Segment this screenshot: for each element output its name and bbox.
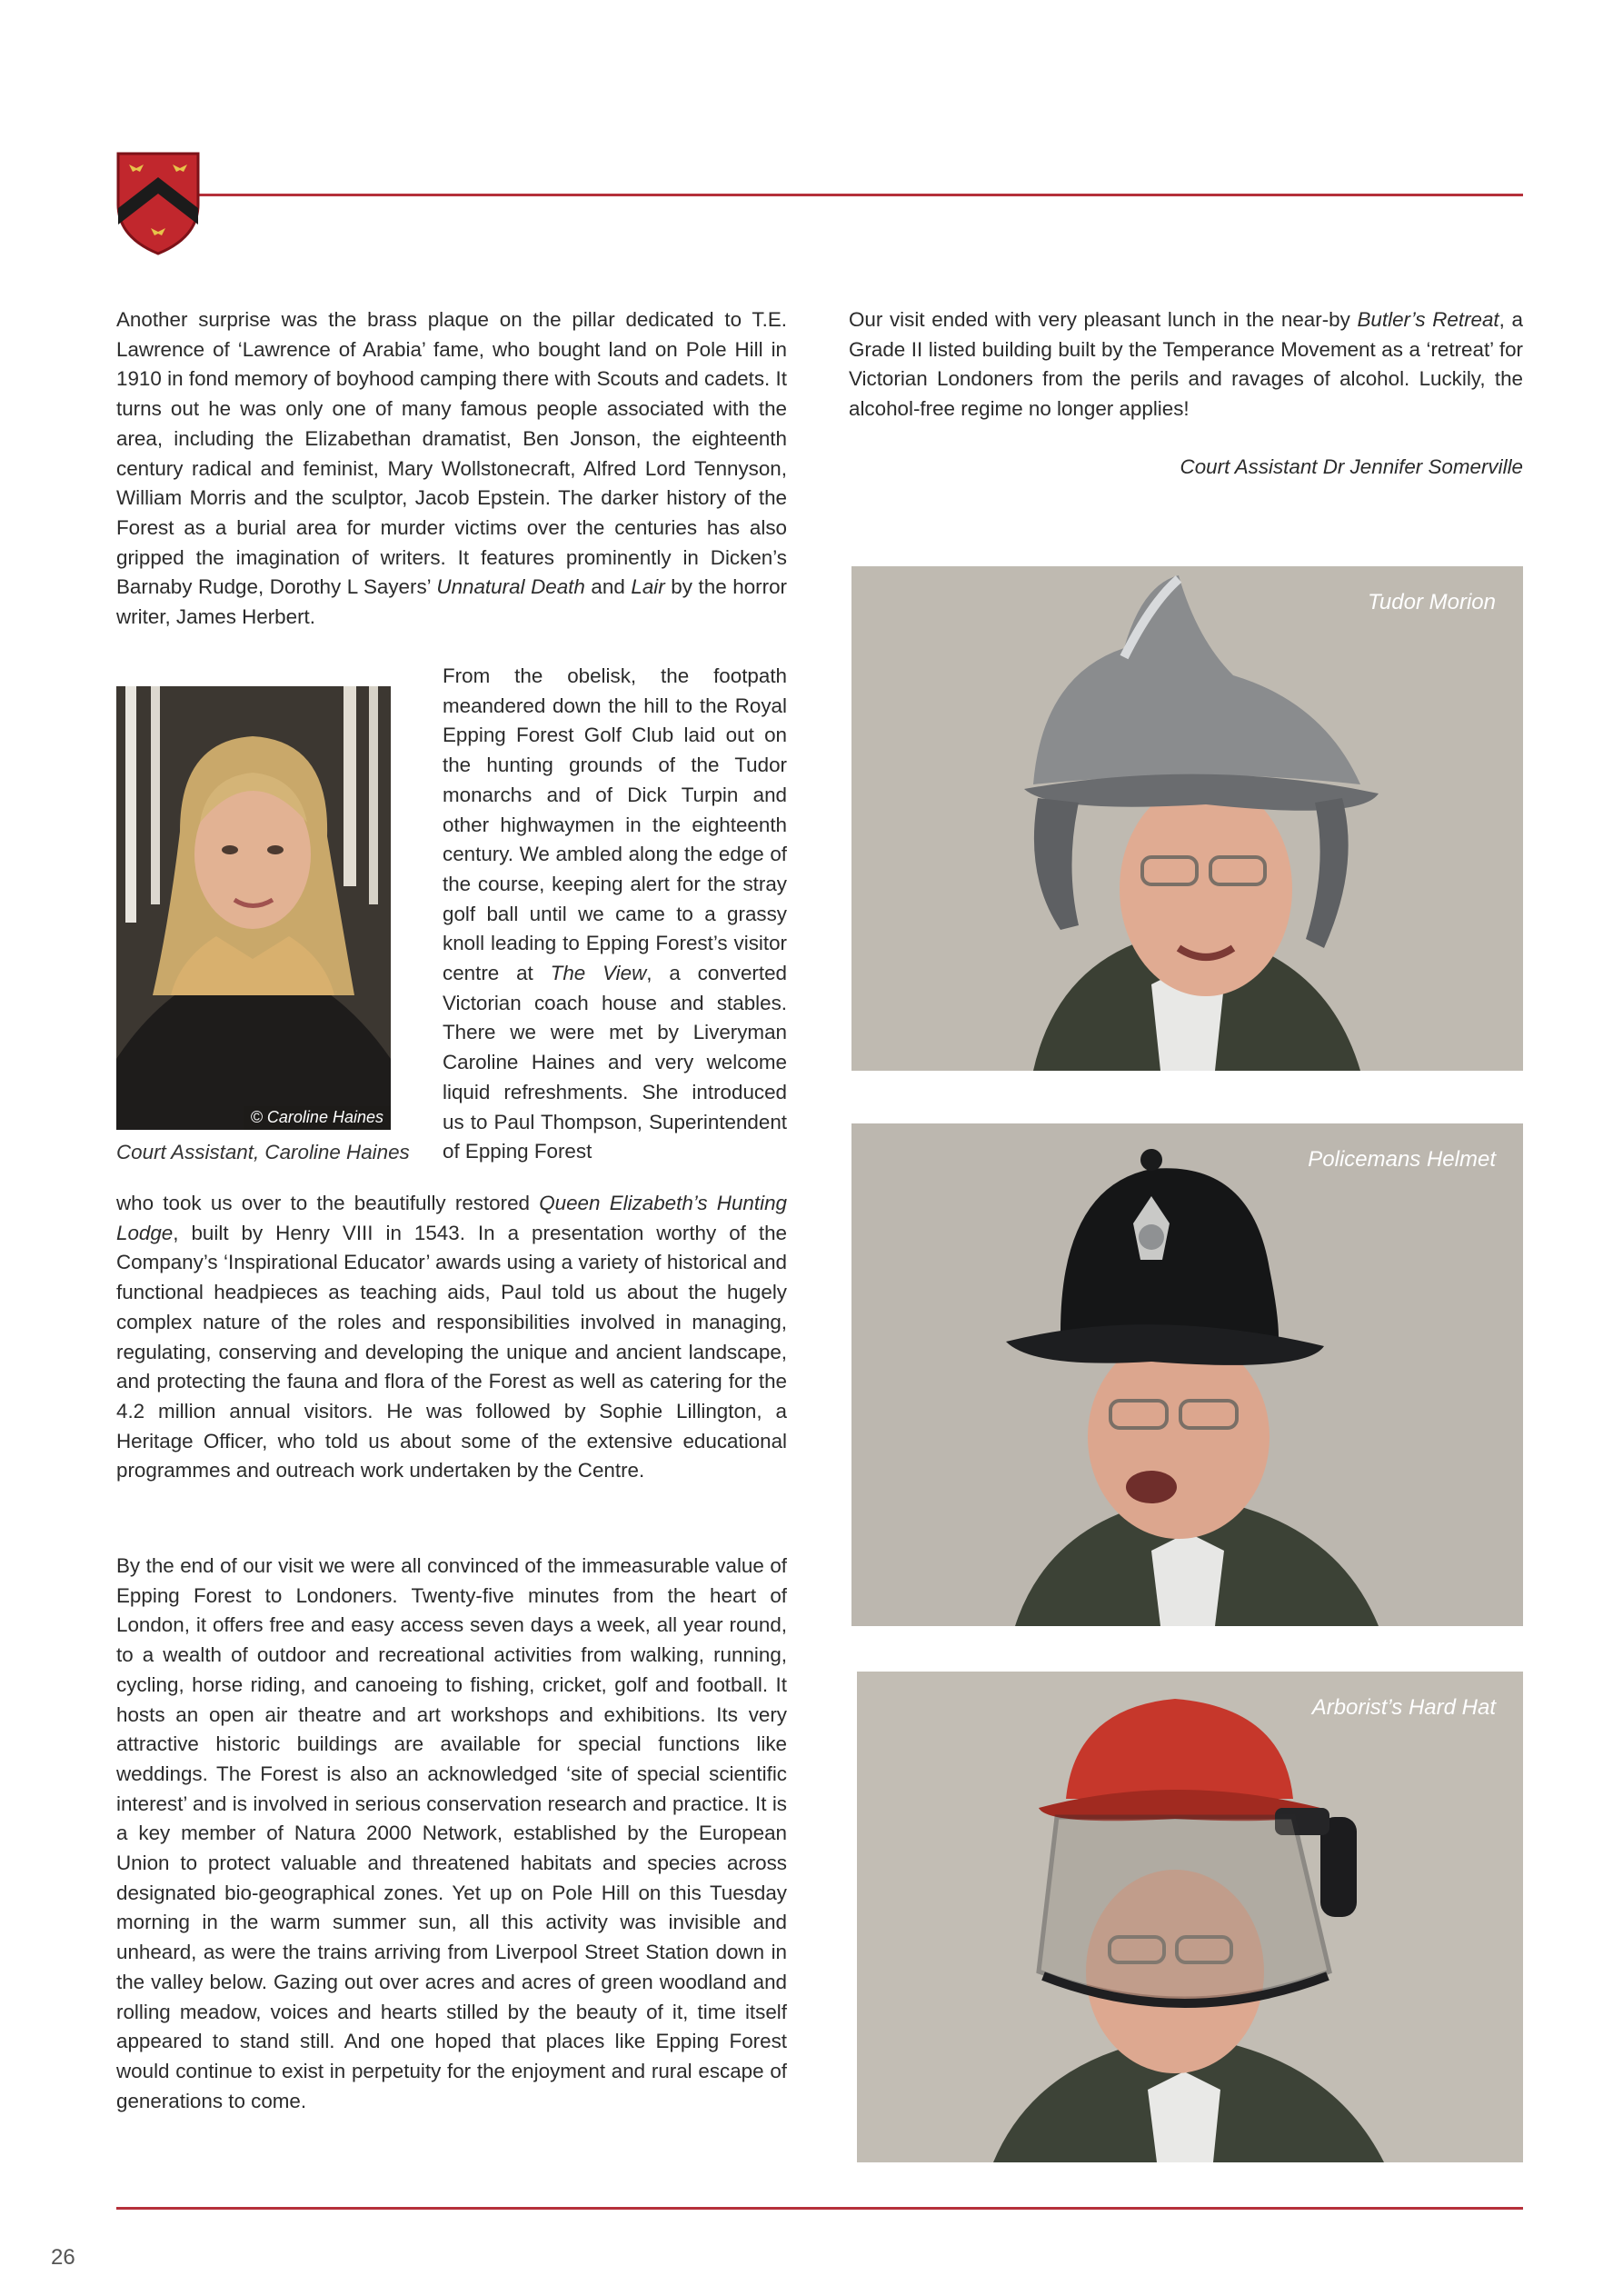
heraldic-shield-icon [115, 150, 202, 257]
text-run: Lair [631, 575, 665, 599]
text-run: Our visit ended with very pleasant lunch in the near-by [849, 308, 1358, 331]
text-run: Unnatural Death [436, 575, 585, 599]
text-run: Butler’s Retreat [1357, 308, 1499, 331]
portrait-illustration [116, 686, 391, 1130]
article-lunch-paragraph [849, 305, 1523, 424]
text-run: who took us over to the beautifully restored [116, 1192, 540, 1214]
photo-policemans-helmet [851, 1123, 1523, 1626]
text-run: From the obelisk, the footpath meandered down the hill to the Royal Epping Forest Golf Club laid out on the hunting grounds of the Tudor monarchs and of Dick Turpin and other highwaymen in the eighteenth century. We ambled along the edge of the course, keeping alert for the stray golf ball until we came to a grassy knoll leading to Epping Forest’s visitor centre at [443, 664, 787, 985]
photo-caption-tudor-morion: Tudor Morion [1368, 590, 1496, 614]
tudor-morion-illustration [851, 566, 1523, 1071]
portrait-figure [116, 686, 410, 1166]
text-run: Queen Elizabeth’s Hunting Lodge [116, 1192, 787, 1244]
photo-caption-arborists-hard-hat: Arborist’s Hard Hat [1311, 1695, 1496, 1720]
text-run: , built by Henry VIII in 1543. In a presentation worthy of the Company’s ‘Inspirational Educator’ awards using a variety of historical and functional headpieces as teaching aids, Paul told us about the hugely complex nature of the roles and responsibilities involved in managing, regulating, conserving and developing the unique and ancient landscape, and protecting the fauna and flora of the Forest as well as catering for the 4.2 million annual visitors. He was followed by Sophie Lillington, a Heritage Officer, who told us about some of the extensive educational programmes and outreach work undertaken by the Centre. [116, 1221, 787, 1482]
text-run: , a Grade II listed building built by the Temperance Movement as a ‘retreat’ for Victorian Londoners from the perils and ravages of alcohol. Luckily, the alcohol-free regime no longer applies! [849, 308, 1523, 421]
header-rule [191, 194, 1523, 196]
text-run: By the end of our visit we were all convinced of the immeasurable value of Epping Forest to Londoners. Twenty-five minutes from the heart of London, it offers free and easy access seven days a week, all year round, to a wealth of outdoor and recreational activities from walking, running, cycling, horse riding, and canoeing to fishing, cricket, golf and football. It hosts an open air theatre and art workshops and exhibitions. Its very attractive historic buildings are available for special functions like weddings. The Forest is also an acknowledged ‘site of special scientific interest’ and is involved in serious conservation research and practice. It is a key member of Natura 2000 Network, established by the European Union to protect valuable and threatened habitats and species across designated bio-geographical zones. Yet up on Pole Hill on this Tuesday morning in the warm summer sun, all this activity was invisible and unheard, as were the trains arriving from Liverpool Street Station down in the valley below. Gazing out over acres and acres of green woodland and rolling meadow, voices and hearts stilled by the beauty of it, time itself appeared to stand still. And one hoped that places like Epping Forest would continue to exist in perpetuity for the enjoyment and rural escape of generations to come. [116, 1554, 787, 2112]
photo-caption-policemans-helmet: Policemans Helmet [1308, 1147, 1496, 1172]
article-intro-paragraph [116, 305, 787, 633]
article-lodge-paragraph [116, 1189, 787, 1486]
page-number: 26 [51, 2245, 75, 2270]
author-byline: Court Assistant Dr Jennifer Somerville [1180, 455, 1523, 478]
footer-rule [116, 2207, 1523, 2210]
photo-tudor-morion [851, 566, 1523, 1071]
text-run: by the horror writer, James Herbert. [116, 575, 787, 629]
article-wrap-paragraph [443, 662, 787, 1167]
arborists-hard-hat-illustration [857, 1672, 1523, 2162]
text-run: The View [550, 962, 647, 985]
text-run: , a converted Victorian coach house and stables. There we were met by Liveryman Caroline Haines and very welcome liquid refreshments. She introduced us to Paul Thompson, Superintendent of Epping Forest [443, 962, 787, 1163]
text-run: Another surprise was the brass plaque on the pillar dedicated to T.E. Lawrence of ‘Lawrence of Arabia’ fame, who bought land on Pole Hill in 1910 in fond memory of boyhood camping there with Scouts and cadets. It turns out he was only one of many famous people associated with the area, including the Elizabethan dramatist, Ben Jonson, the eighteenth century radical and feminist, Mary Wollstonecraft, Alfred Lord Tennyson, William Morris and the sculptor, Jacob Epstein. The darker history of the Forest as a burial area for murder victims over the centuries has also gripped the imagination of writers. It features prominently in Dicken’s Barnaby Rudge, Dorothy L Sayers’ [116, 308, 787, 599]
policemans-helmet-illustration [851, 1123, 1523, 1626]
text-run: and [584, 575, 632, 599]
portrait-photo [116, 686, 391, 1130]
photo-credit: © Caroline Haines [244, 1106, 391, 1130]
photo-arborists-hard-hat [857, 1672, 1523, 2162]
article-closing-paragraph [116, 1552, 787, 2116]
portrait-caption: Court Assistant, Caroline Haines [116, 1141, 410, 1163]
